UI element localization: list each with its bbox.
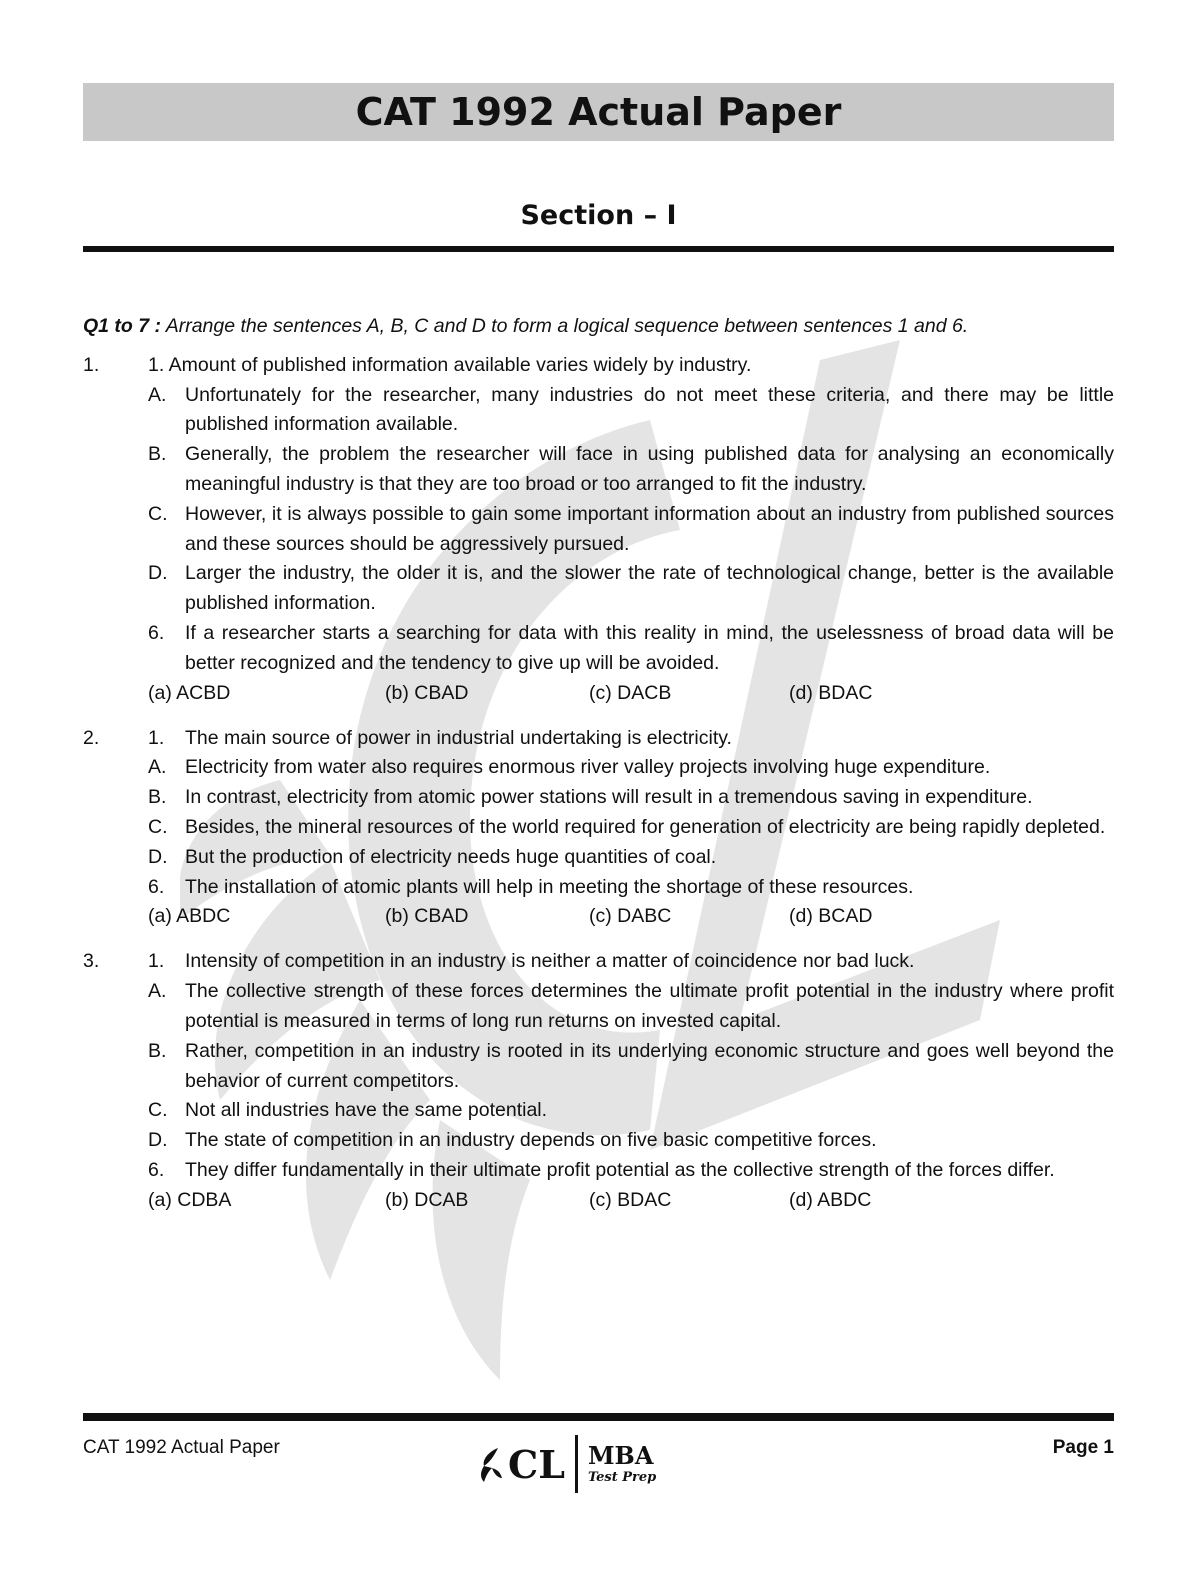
sentence-row [83, 381, 1114, 441]
footer-divider [83, 1413, 1114, 1421]
sentence-text: Larger the industry, the older it is, and the slower the rate of technological change, better is the available published information. [185, 562, 1114, 615]
question-content [83, 312, 1114, 1231]
footer-title: CAT 1992 Actual Paper [83, 1437, 280, 1458]
sentence-label: 1. [148, 950, 165, 973]
sentence-text: In contrast, electricity from atomic power stations will result in a tremendous saving in expenditure. [185, 786, 1033, 809]
sentence-label: 6. [148, 875, 165, 898]
leaf-icon [478, 1444, 504, 1484]
answer-options [83, 1186, 1114, 1216]
sentence-row [83, 1156, 1114, 1186]
question-number: 1. [83, 353, 100, 376]
sentence-label: A. [148, 383, 167, 406]
sentence-text: They differ fundamentally in their ultimate profit potential as the collective strength of the forces differ. [185, 1158, 1055, 1181]
option-a[interactable]: (a) ACBD [148, 681, 231, 704]
instruction-lead: Q1 to 7 : [83, 315, 162, 337]
answer-options [83, 679, 1114, 709]
option-c[interactable]: (c) BDAC [589, 1188, 672, 1211]
sentence-text: The main source of power in industrial undertaking is electricity. [185, 726, 732, 749]
sentence-label: 6. [148, 621, 165, 644]
option-b[interactable]: (b) DCAB [385, 1188, 469, 1211]
sentence-row [83, 1096, 1114, 1126]
question [83, 724, 1114, 933]
sentence-label: C. [148, 815, 168, 838]
option-b[interactable]: (b) CBAD [385, 681, 469, 704]
sentence-row [83, 783, 1114, 813]
sentence-row [83, 559, 1114, 619]
sentence-text: If a researcher starts a searching for data with this reality in mind, the uselessness of broad data will be better recognized and the tendency to give up will be avoided. [185, 621, 1114, 674]
sentence-text: However, it is always possible to gain some important information about an industry from published sources and these sources should be aggressively pursued. [185, 502, 1114, 555]
sentence-row [83, 843, 1114, 873]
sentence-row [83, 813, 1114, 843]
logo-text-stack [587, 1441, 657, 1485]
sentence-text: Rather, competition in an industry is rooted in its underlying economic structure and goes well beyond the behavior of current competitors. [185, 1039, 1114, 1092]
option-b[interactable]: (b) CBAD [385, 905, 469, 928]
question [83, 947, 1114, 1215]
sentence-row [83, 440, 1114, 500]
sentence-label: B. [148, 1039, 167, 1062]
footer-logo [478, 1433, 656, 1495]
sentence-row [83, 724, 1114, 754]
option-d[interactable]: (d) BCAD [789, 905, 873, 928]
logo-divider [575, 1435, 578, 1493]
sentence-text: Generally, the problem the researcher will face in using published data for analysing an economically meaningful industry is that they are too broad or too arranged to fit the industry. [185, 443, 1114, 495]
instruction [83, 312, 1114, 342]
sentence-label: A. [148, 980, 167, 1003]
sentence-text: Unfortunately for the researcher, many industries do not meet these criteria, and there may be little published information available. [185, 383, 1114, 436]
sentence-label: C. [148, 1099, 168, 1122]
option-c[interactable]: (c) DABC [589, 905, 672, 928]
sentence-row [83, 977, 1114, 1037]
sentence-label: D. [148, 845, 168, 868]
option-a[interactable]: (a) CDBA [148, 1188, 232, 1211]
sentence-row [83, 1037, 1114, 1097]
sentence-row [83, 873, 1114, 903]
sentence-text: Electricity from water also requires enormous river valley projects involving huge expenditure. [185, 756, 991, 779]
sentence-row [83, 619, 1114, 679]
sentence-text: But the production of electricity needs huge quantities of coal. [185, 845, 717, 868]
question [83, 351, 1114, 709]
question-number: 3. [83, 950, 100, 973]
sentence-label: A. [148, 756, 167, 779]
page-number: Page 1 [1052, 1437, 1114, 1458]
sentence-label: C. [148, 502, 168, 525]
logo-mba-text: MBA [587, 1441, 654, 1470]
sentence-row [83, 753, 1114, 783]
instruction-text: Arrange the sentences A, B, C and D to form a logical sequence between sentences 1 and 6. [161, 315, 969, 337]
sentence-label: B. [148, 443, 167, 466]
sentence-row [83, 947, 1114, 977]
option-d[interactable]: (d) ABDC [789, 1188, 872, 1211]
option-a[interactable]: (a) ABDC [148, 905, 231, 928]
header-divider [83, 246, 1114, 252]
sentence-text: 1. Amount of published information available varies widely by industry. [148, 353, 752, 376]
sentence-text: Besides, the mineral resources of the world required for generation of electricity are being rapidly depleted. [185, 815, 1106, 838]
sentence-row [83, 1126, 1114, 1156]
sentence-row [83, 500, 1114, 560]
sentence-text: The installation of atomic plants will help in meeting the shortage of these resources. [185, 875, 914, 898]
sentence-text: The state of competition in an industry depends on five basic competitive forces. [185, 1129, 877, 1152]
option-c[interactable]: (c) DACB [589, 681, 672, 704]
sentence-text: Intensity of competition in an industry is neither a matter of coincidence nor bad luck. [185, 950, 915, 973]
section-title: Section – I [520, 200, 677, 231]
sentence-label: 6. [148, 1158, 165, 1181]
sentence-row [83, 351, 1114, 381]
sentence-label: D. [148, 1129, 168, 1152]
answer-options [83, 902, 1114, 932]
sentence-text: The collective strength of these forces determines the ultimate profit potential in the industry where profit potential is measured in terms of long run returns on invested capital. [185, 980, 1114, 1032]
logo-cl-text: CL [508, 1441, 565, 1487]
page-title: CAT 1992 Actual Paper [83, 83, 1114, 141]
sentence-text: Not all industries have the same potential. [185, 1099, 548, 1122]
sentence-label: B. [148, 786, 167, 809]
sentence-label: 1. [148, 726, 165, 749]
logo-subtitle: Test Prep [587, 1470, 657, 1485]
sentence-label: D. [148, 562, 168, 585]
option-d[interactable]: (d) BDAC [789, 681, 873, 704]
question-number: 2. [83, 726, 100, 749]
